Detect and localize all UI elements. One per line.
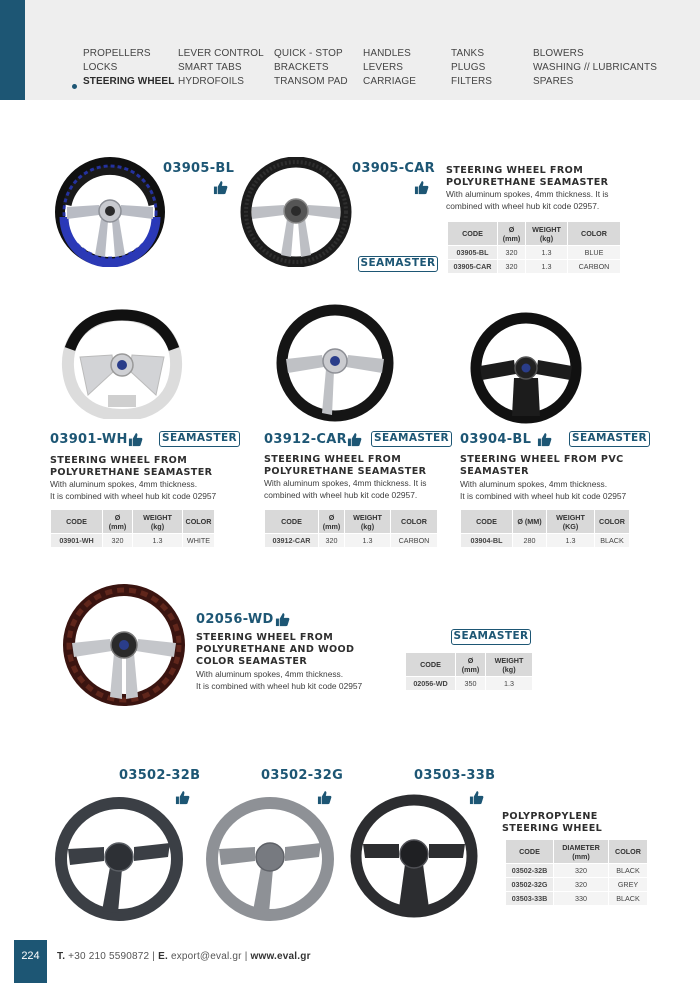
header-text: DIAMETER	[562, 842, 600, 852]
cell-color: BLACK	[609, 864, 648, 878]
title-line: POLYURETHANE SEAMASTER	[50, 467, 213, 478]
cell-diameter: 280	[513, 534, 547, 548]
header-text: Ø	[114, 512, 121, 522]
cell-weight: 1.3	[133, 534, 183, 548]
column-header-code	[461, 510, 513, 534]
description-line: With aluminum spokes, 4mm thickness.	[460, 479, 608, 489]
header-text: WEIGHT	[143, 512, 172, 522]
header-text: (mm)	[502, 233, 521, 243]
cell-code: 03901-WH	[51, 534, 103, 548]
header-text: (mm)	[108, 521, 127, 531]
product-title-p4	[460, 454, 624, 478]
column-header-diameter	[319, 510, 345, 534]
description-line: It is combined with wheel hub kit code 02957	[196, 680, 363, 691]
thumbs-up-icon	[537, 432, 552, 447]
product-title-p3	[264, 454, 426, 478]
phone-number[interactable]: +30 210 5590872	[68, 951, 150, 962]
title-line: STEERING WHEEL FROM PVC	[460, 454, 624, 465]
nav-link-steering-wheel[interactable]: STEERING WHEEL	[83, 76, 175, 88]
thumbs-up-icon	[347, 432, 362, 447]
table-row	[506, 864, 648, 878]
title-line: STEERING WHEEL	[502, 823, 603, 834]
cell-color: WHITE	[183, 534, 215, 548]
cell-weight: 1.3	[345, 534, 391, 548]
seamaster-logo: SEAMASTER	[569, 431, 650, 447]
table-row	[506, 878, 648, 892]
email-label: E.	[158, 951, 168, 962]
column-header-code	[506, 840, 554, 864]
cell-diameter: 350	[456, 677, 486, 691]
steering-wheel-black-pvc-image	[468, 312, 584, 424]
steering-wheel-blue-image	[55, 157, 165, 267]
header-text: CODE	[519, 847, 540, 856]
column-header-color	[391, 510, 438, 534]
steering-wheel-black-pp-330-image	[347, 792, 481, 920]
cell-code: 03502-32B	[506, 864, 554, 878]
table-header-row	[51, 510, 215, 534]
product-title-p5	[196, 632, 354, 668]
header-text: CODE	[462, 229, 483, 238]
seamaster-logo: SEAMASTER	[159, 431, 240, 447]
nav-link-carriage[interactable]: CARRIAGE	[363, 76, 417, 88]
cell-code: 03904-BL	[461, 534, 513, 548]
footer-contact	[57, 951, 311, 962]
nav-link-quick-stop[interactable]: QUICK - STOP	[274, 48, 343, 59]
product-description-p4	[460, 479, 626, 502]
spec-table-p1	[447, 221, 621, 274]
column-header-color	[568, 222, 621, 246]
header-text: CODE	[281, 517, 302, 526]
table-header-row	[506, 840, 648, 864]
cell-weight: 1.3	[526, 246, 568, 260]
column-header-code	[51, 510, 103, 534]
cell-diameter: 320	[498, 246, 526, 260]
header-text: CODE	[420, 660, 441, 669]
header-text: WEIGHT	[556, 512, 585, 522]
nav-link-smart-tabs[interactable]: SMART TABS	[178, 62, 242, 74]
column-header-code	[406, 653, 456, 677]
cell-code: 03912-CAR	[265, 534, 319, 548]
nav-link-brackets[interactable]: BRACKETS	[274, 62, 329, 74]
product-code-03905-bl: 03905-BL	[163, 161, 235, 176]
steering-wheel-grey-pp-image	[203, 795, 337, 923]
table-header-row	[461, 510, 630, 534]
spec-table-p5	[405, 652, 533, 691]
product-code-03912-car: 03912-CAR	[264, 432, 347, 447]
cell-color: BLACK	[609, 892, 648, 906]
table-header-row	[448, 222, 621, 246]
thumbs-up-icon	[213, 180, 228, 195]
nav-link-transom-pad[interactable]: TRANSOM PAD	[274, 76, 348, 88]
column-header-code	[265, 510, 319, 534]
title-line: SEAMASTER	[460, 466, 529, 477]
cell-code: 03502-32G	[506, 878, 554, 892]
nav-link-handles[interactable]: HANDLES	[363, 48, 411, 59]
column-header-weight	[133, 510, 183, 534]
cell-color: BLUE	[568, 246, 621, 260]
product-description-p2	[50, 479, 216, 502]
table-row	[265, 534, 438, 548]
nav-link-spares[interactable]: SPARES	[533, 76, 574, 88]
column-header-weight	[345, 510, 391, 534]
product-code-03502-32g: 03502-32G	[261, 768, 344, 783]
product-code-03905-car: 03905-CAR	[352, 161, 435, 176]
description-line: With aluminum spokes, 4mm thickness. It is	[264, 478, 427, 488]
cell-weight: 1.3	[547, 534, 595, 548]
title-line: STEERING WHEEL FROM	[196, 632, 334, 643]
header-text: COLOR	[615, 847, 641, 856]
header-text: WEIGHT	[353, 512, 382, 522]
header-text: (kg)	[360, 521, 375, 531]
seamaster-logo: SEAMASTER	[451, 629, 531, 645]
nav-link-lever-control[interactable]: LEVER CONTROL	[178, 48, 264, 59]
column-header-color	[183, 510, 215, 534]
product-code-03904-bl: 03904-BL	[460, 432, 532, 447]
table-row	[448, 246, 621, 260]
description-line: combined with wheel hub kit code 02957.	[446, 200, 600, 211]
product-code-03901-wh: 03901-WH	[50, 432, 128, 447]
header-text: (kg)	[539, 233, 554, 243]
nav-column-6	[533, 47, 657, 90]
nav-link-filters[interactable]: FILTERS	[451, 76, 493, 88]
spec-table-p6	[505, 839, 648, 906]
nav-link-hydrofoils[interactable]: HYDROFOILS	[178, 76, 245, 88]
active-indicator-dot	[72, 84, 77, 89]
header-text: COLOR	[185, 517, 212, 526]
steering-wheel-wood-image	[60, 583, 188, 709]
description-line: combined with wheel hub kit code 02957.	[264, 489, 418, 500]
table-row	[406, 677, 533, 691]
column-header-weight	[486, 653, 533, 677]
nav-column-4	[363, 47, 416, 90]
header-text: Ø (MM)	[517, 517, 542, 526]
footer-separator: |	[152, 951, 156, 962]
description-line: With aluminum spokes, 4mm thickness. It is	[446, 189, 609, 199]
column-header-color	[609, 840, 648, 864]
product-title-p1	[446, 165, 608, 189]
seamaster-logo: SEAMASTER	[371, 431, 452, 447]
header-text: COLOR	[581, 229, 607, 238]
column-header-weight	[547, 510, 595, 534]
title-line: POLYURETHANE AND WOOD	[196, 644, 355, 655]
cell-diameter: 320	[498, 260, 526, 274]
nav-column-3	[274, 47, 348, 90]
header-text: Ø	[328, 512, 335, 522]
title-line: STEERING WHEEL FROM	[446, 165, 584, 176]
cell-color: BLACK	[595, 534, 630, 548]
spec-table-p3	[264, 509, 438, 548]
title-line: POLYURETHANE SEAMASTER	[446, 177, 609, 188]
nav-column-5	[451, 47, 492, 90]
column-header-diameter	[456, 653, 486, 677]
cell-diameter: 320	[319, 534, 345, 548]
column-header-diameter	[554, 840, 609, 864]
product-description-p5	[196, 669, 362, 692]
description-line: It is combined with wheel hub kit code 02957	[460, 490, 627, 501]
nav-link-plugs[interactable]: PLUGS	[451, 62, 486, 74]
title-line: STEERING WHEEL FROM	[50, 455, 188, 466]
header-text: (KG)	[562, 521, 579, 531]
cell-code: 03503-33B	[506, 892, 554, 906]
nav-link-locks[interactable]: LOCKS	[83, 62, 118, 74]
cell-diameter: 320	[554, 878, 609, 892]
header-text: WEIGHT	[532, 224, 561, 234]
table-row	[51, 534, 215, 548]
header-text: COLOR	[599, 517, 625, 526]
product-title-p6	[502, 811, 602, 835]
header-text: (mm)	[572, 851, 590, 861]
nav-column-1	[83, 47, 174, 90]
thumbs-up-icon	[128, 432, 143, 447]
email-link[interactable]: export@eval.gr	[170, 951, 242, 962]
table-header-row	[265, 510, 438, 534]
spec-table-p4	[460, 509, 630, 548]
nav-link-washing-lubricants[interactable]: WASHING // LUBRICANTS	[533, 62, 657, 74]
description-line: With aluminum spokes, 4mm thickness.	[196, 669, 344, 679]
cell-code: 02056-WD	[406, 677, 456, 691]
cell-weight: 1.3	[486, 677, 533, 691]
table-row	[506, 892, 648, 906]
product-description-p3	[264, 478, 426, 501]
header-text: WEIGHT	[494, 655, 524, 665]
product-description-p1	[446, 189, 608, 212]
description-line: With aluminum spokes, 4mm thickness.	[50, 479, 198, 489]
nav-link-blowers[interactable]: BLOWERS	[533, 48, 584, 59]
header-text: CODE	[66, 517, 87, 526]
table-row	[448, 260, 621, 274]
title-line: STEERING WHEEL FROM	[264, 454, 402, 465]
title-line: COLOR SEAMASTER	[196, 656, 308, 667]
cell-diameter: 330	[554, 892, 609, 906]
header-text: COLOR	[401, 517, 427, 526]
steering-wheel-carbon-image	[240, 157, 352, 267]
thumbs-up-icon	[275, 612, 290, 627]
table-header-row	[406, 653, 533, 677]
nav-link-levers[interactable]: LEVERS	[363, 62, 404, 74]
cell-diameter: 320	[554, 864, 609, 878]
steering-wheel-carbon-image	[274, 303, 396, 423]
cell-color: CARBON	[391, 534, 438, 548]
thumbs-up-icon	[414, 180, 429, 195]
header-text: Ø	[508, 224, 515, 234]
column-header-weight	[526, 222, 568, 246]
column-header-diameter	[103, 510, 133, 534]
header-text: (mm)	[461, 664, 480, 674]
table-row	[461, 534, 630, 548]
title-line: POLYURETHANE SEAMASTER	[264, 466, 427, 477]
phone-label: T.	[57, 951, 66, 962]
product-code-03502-32b: 03502-32B	[119, 768, 201, 783]
nav-link-propellers[interactable]: PROPELLERS	[83, 48, 151, 59]
seamaster-logo: SEAMASTER	[358, 256, 438, 272]
product-code-03503-33b: 03503-33B	[414, 768, 496, 783]
cell-code: 03905-CAR	[448, 260, 498, 274]
header-text: (kg)	[502, 664, 516, 674]
steering-wheel-black-pp-image	[52, 795, 186, 923]
column-header-color	[595, 510, 630, 534]
cell-color: GREY	[609, 878, 648, 892]
column-header-code	[448, 222, 498, 246]
cell-diameter: 320	[103, 534, 133, 548]
product-title-p2	[50, 455, 212, 479]
spec-table-p2	[50, 509, 215, 548]
product-code-02056-wd: 02056-WD	[196, 612, 274, 627]
header-accent	[0, 0, 25, 100]
page-number: 224	[21, 950, 40, 962]
nav-link-tanks[interactable]: TANKS	[451, 48, 485, 59]
cell-weight: 1.3	[526, 260, 568, 274]
header-text: Ø	[467, 655, 474, 665]
column-header-diameter	[513, 510, 547, 534]
description-line: It is combined with wheel hub kit code 02957	[50, 490, 217, 501]
header-text: (mm)	[322, 521, 341, 531]
cell-code: 03905-BL	[448, 246, 498, 260]
cell-color: CARBON	[568, 260, 621, 274]
header-text: (kg)	[150, 521, 165, 531]
column-header-diameter	[498, 222, 526, 246]
header-text: CODE	[476, 517, 497, 526]
nav-column-2	[178, 47, 264, 90]
steering-wheel-white-image	[58, 309, 186, 419]
website-link[interactable]: www.eval.gr	[250, 951, 311, 962]
title-line: POLYPROPYLENE	[502, 811, 598, 822]
footer-separator: |	[244, 951, 248, 962]
